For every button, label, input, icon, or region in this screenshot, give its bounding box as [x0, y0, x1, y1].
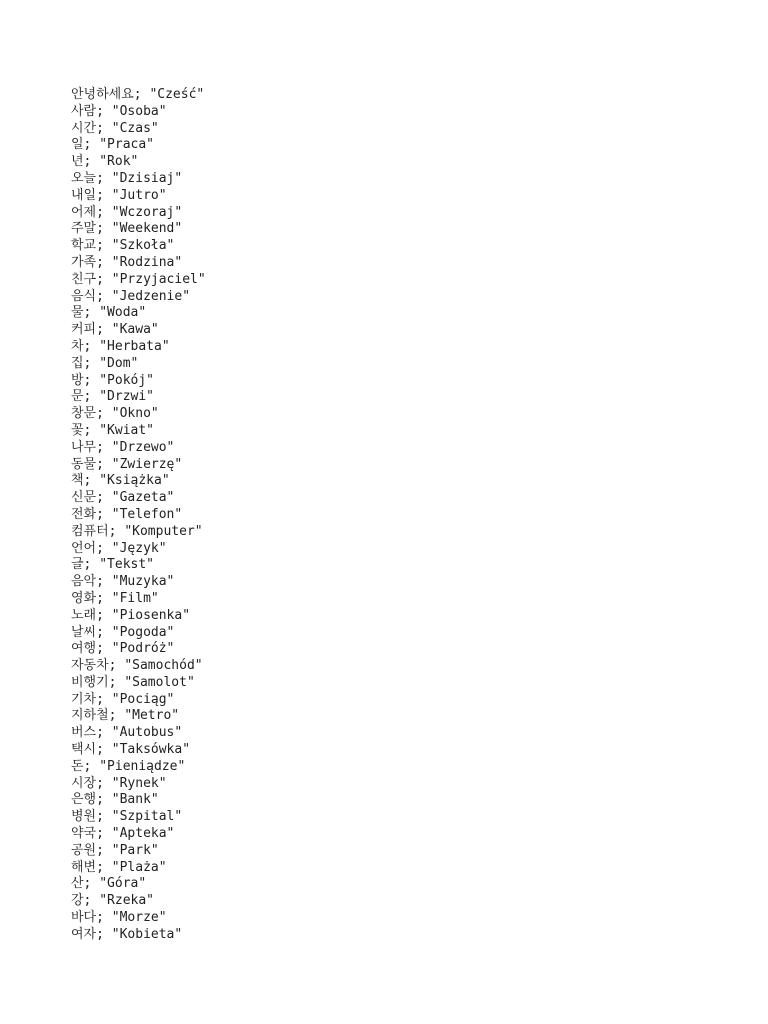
vocab-line: 일; "Praca" [71, 137, 154, 153]
vocab-line: 사람; "Osoba" [71, 103, 167, 119]
vocab-line: 년; "Rok" [71, 154, 139, 170]
vocab-line: 신문; "Gazeta" [71, 490, 175, 506]
vocab-line: 동물; "Zwierzę" [71, 456, 183, 472]
vocab-line: 전화; "Telefon" [71, 506, 183, 522]
vocab-line: 방; "Pokój" [71, 372, 154, 388]
vocab-line: 안녕하세요; "Cześć" [71, 87, 205, 102]
vocab-line: 음악; "Muzyka" [71, 574, 175, 590]
vocab-line: 버스; "Autobus" [71, 725, 183, 741]
vocab-line: 노래; "Piosenka" [71, 607, 191, 623]
vocab-line: 약국; "Apteka" [71, 826, 175, 842]
vocab-line: 학교; "Szkoła" [71, 238, 175, 254]
vocab-line: 차; "Herbata" [71, 338, 170, 354]
vocab-line: 물; "Woda" [71, 305, 147, 321]
vocabulary-list [71, 87, 206, 944]
vocab-line: 날씨; "Pogoda" [71, 624, 175, 640]
vocab-line: 병원; "Szpital" [71, 809, 183, 825]
vocab-line: 글; "Tekst" [71, 557, 154, 573]
vocab-line: 컴퓨터; "Komputer" [71, 523, 203, 539]
vocab-line: 여자; "Kobieta" [71, 926, 183, 942]
vocab-line: 친구; "Przyjaciel" [71, 271, 206, 287]
vocab-line: 영화; "Film" [71, 590, 159, 606]
vocab-line: 커피; "Kawa" [71, 322, 159, 338]
vocab-line: 돈; "Pieniądze" [71, 758, 186, 774]
vocab-line: 택시; "Taksówka" [71, 742, 191, 758]
vocab-line: 창문; "Okno" [71, 406, 159, 422]
vocab-line: 집; "Dom" [71, 355, 139, 371]
vocab-line: 주말; "Weekend" [71, 221, 183, 237]
vocab-line: 여행; "Podróż" [71, 641, 175, 657]
vocab-line: 시간; "Czas" [71, 120, 159, 136]
vocab-line: 나무; "Drzewo" [71, 439, 175, 455]
vocab-line: 문; "Drzwi" [71, 389, 154, 405]
vocab-line: 언어; "Język" [71, 540, 167, 556]
vocab-line: 어제; "Wczoraj" [71, 204, 183, 220]
vocab-line: 자동차; "Samochód" [71, 658, 203, 674]
vocab-line: 기차; "Pociąg" [71, 691, 175, 707]
vocab-line: 강; "Rzeka" [71, 893, 154, 909]
vocab-line: 지하철; "Metro" [71, 708, 180, 724]
vocab-line: 내일; "Jutro" [71, 187, 167, 203]
vocab-line: 비행기; "Samolot" [71, 674, 195, 690]
vocab-line: 은행; "Bank" [71, 792, 159, 808]
vocab-line: 바다; "Morze" [71, 910, 167, 926]
vocab-line: 음식; "Jedzenie" [71, 288, 191, 304]
vocab-line: 가족; "Rodzina" [71, 254, 183, 270]
vocab-line: 책; "Książka" [71, 473, 170, 489]
vocab-line: 해변; "Plaża" [71, 859, 167, 875]
vocab-line: 시장; "Rynek" [71, 775, 167, 791]
vocab-line: 꽃; "Kwiat" [71, 422, 154, 438]
vocab-line: 오늘; "Dzisiaj" [71, 170, 183, 186]
vocab-line: 공원; "Park" [71, 842, 159, 858]
vocab-line: 산; "Góra" [71, 876, 147, 892]
